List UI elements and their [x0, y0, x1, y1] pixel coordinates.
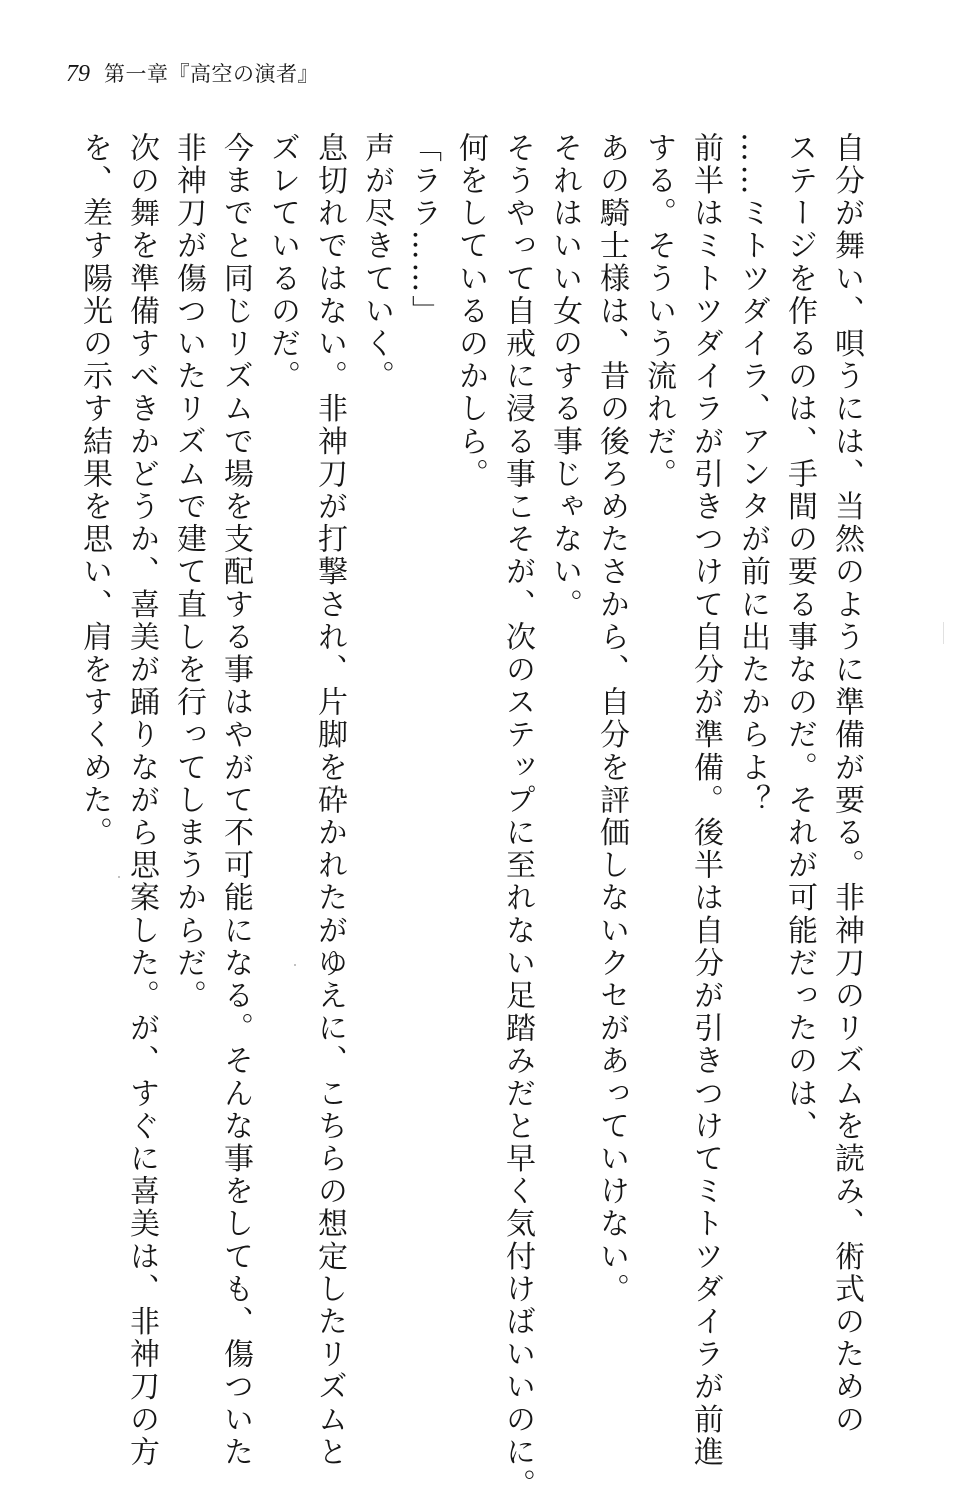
text-line: 自分が舞い、唄うには、当然のように準備が要る。非神刀のリズムを読み、術式のための	[829, 132, 864, 1436]
paper-speck	[118, 876, 120, 878]
text-line: ……ミトツダイラ、アンタが前に出たからよ？	[735, 132, 770, 817]
page-header	[66, 58, 319, 94]
text-line: を、差す陽光の示す結果を思い、肩をすくめた。	[77, 132, 112, 850]
text-line: 前半はミトツダイラが引きつけて自分が準備。後半は自分が引きつけてミトツダイラが前進	[688, 132, 723, 1469]
text-line: ズレているのだ。	[265, 132, 300, 393]
text-line: 非神刀が傷ついたリズムで建て直しを行ってしまうからだ。	[171, 132, 206, 1013]
text-line: する。そういう流れだ。	[641, 132, 676, 491]
text-line: 次の舞を準備すべきかどうか、喜美が踊りながら思案した。が、すぐに喜美は、非神刀の方	[124, 132, 159, 1469]
text-line: 息切れではない。非神刀が打撃され、片脚を砕かれたがゆえに、こちらの想定したリズムと	[312, 132, 347, 1469]
page-number: 79	[66, 61, 90, 87]
text-line: 今までと同じリズムで場を支配する事はやがて不可能になる。そんな事をしても、傷ついた	[218, 132, 253, 1469]
text-line: 何をしているのかしら。	[453, 132, 488, 491]
chapter-title: 第一章『高空の演者』	[104, 62, 319, 86]
text-line: 「ララ……」	[406, 132, 441, 328]
text-line: そうやって自戒に浸る事こそが、次のステップに至れない足踏みだと早く気付けばいいのに。	[500, 132, 535, 1501]
text-line: それはいい女のする事じゃない。	[547, 132, 582, 621]
gutter-mark	[943, 622, 950, 644]
text-line: あの騎士様は、昔の後ろめたさから、自分を評価しないクセがあっていけない。	[594, 132, 629, 1306]
paper-speck	[294, 964, 296, 966]
body-text	[62, 132, 866, 1501]
text-line: ステージを作るのは、手間の要る事なのだ。それが可能だったのは、	[782, 132, 817, 1143]
text-line: 声が尽きていく。	[359, 132, 394, 393]
